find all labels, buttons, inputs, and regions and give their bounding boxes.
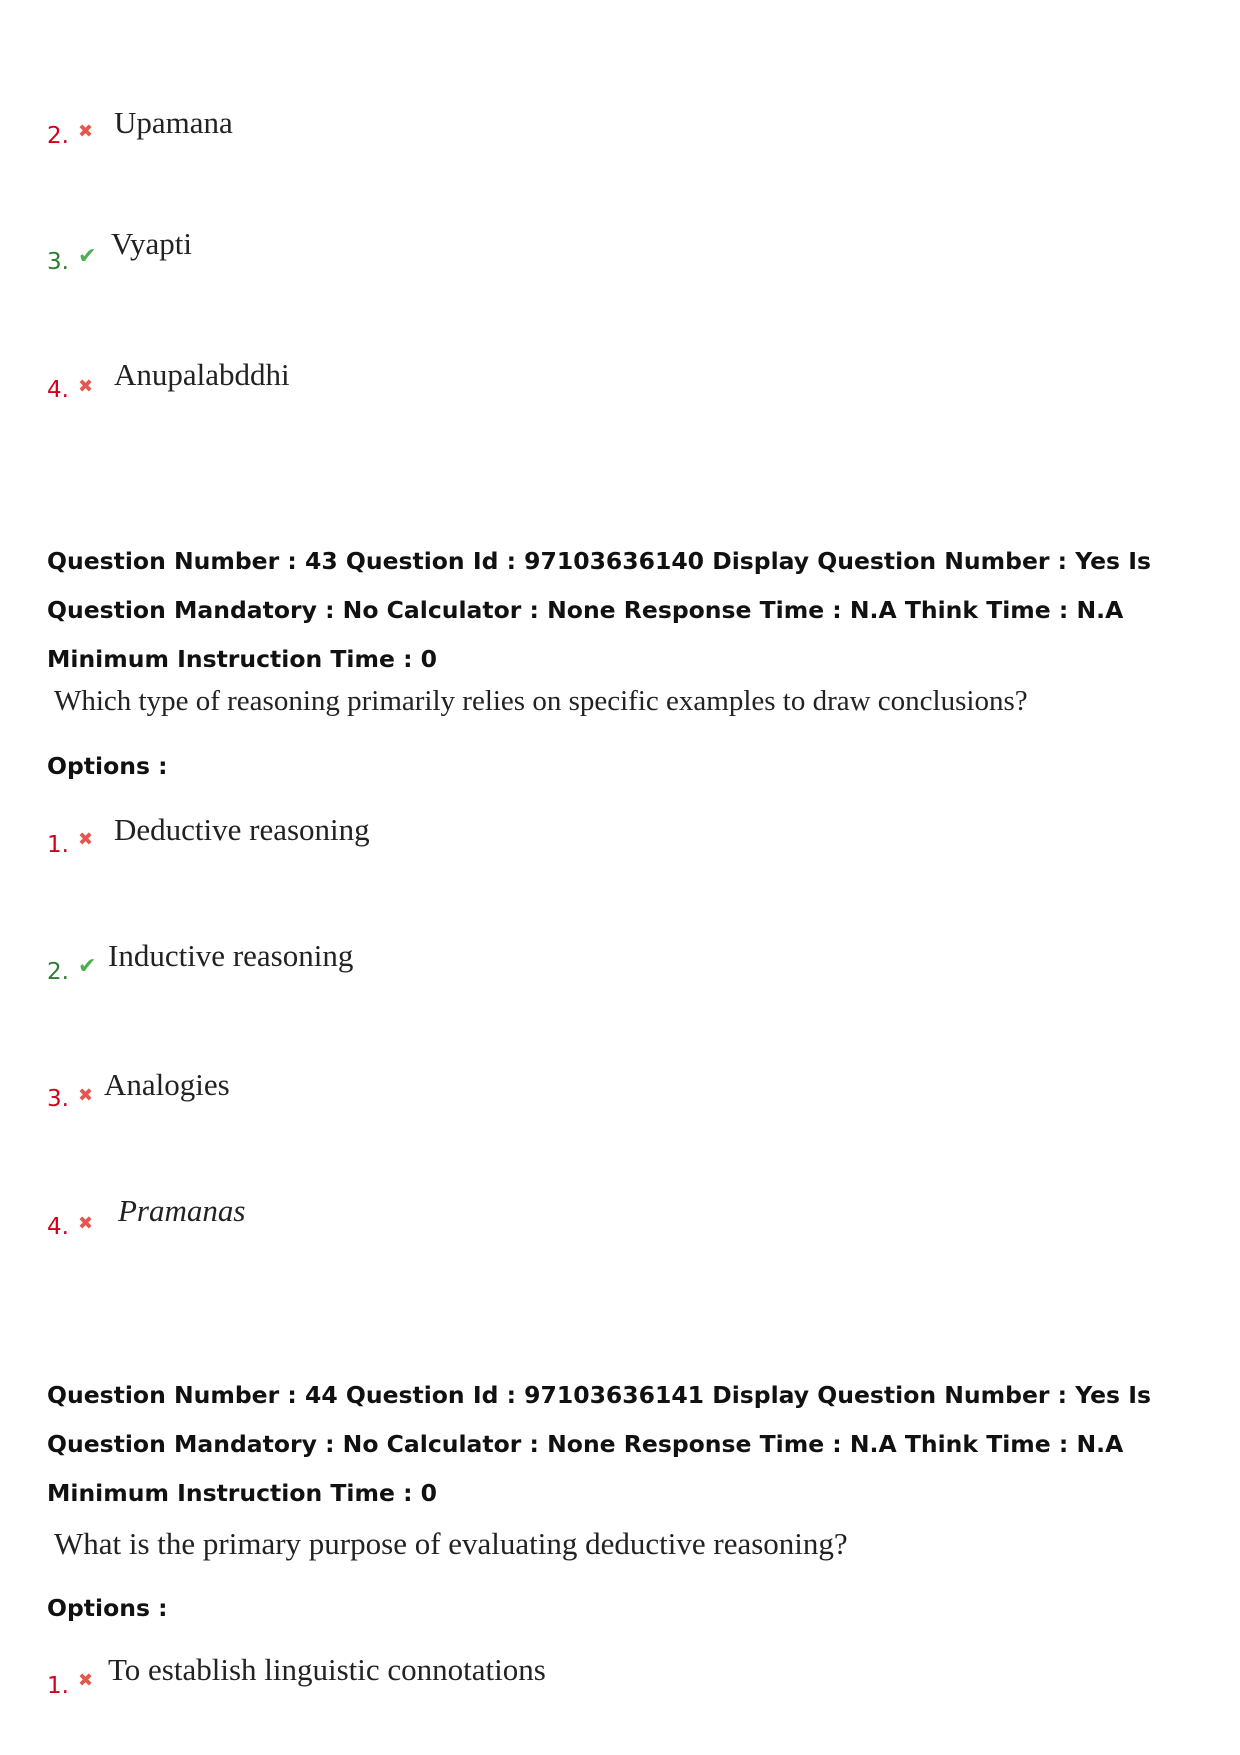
option-number: 1. — [47, 832, 69, 858]
option-text: Deductive reasoning — [114, 812, 370, 847]
option-row — [0, 1193, 1240, 1259]
option-row — [0, 1067, 1240, 1131]
option-number: 2. — [47, 959, 69, 985]
check-icon: ✔ — [78, 954, 97, 979]
option-row — [0, 357, 1240, 420]
question-metadata-header: Question Number : 44 Question Id : 97103636141 Display Question Number : Yes Is Question Mandatory : No Calculator : None Response Time : N.A Think Time : N.A Minimum Instruction Time : 0 — [47, 1381, 1151, 1507]
option-row — [0, 105, 1240, 165]
question-metadata-header: Question Number : 43 Question Id : 97103636140 Display Question Number : Yes Is Question Mandatory : No Calculator : None Response Time : N.A Think Time : N.A Minimum Instruction Time : 0 — [47, 547, 1151, 673]
option-text: Upamana — [114, 105, 233, 140]
option-text: Analogies — [104, 1067, 230, 1102]
option-row — [0, 812, 1240, 875]
option-text: Pramanas — [118, 1193, 246, 1228]
check-icon: ✔ — [78, 244, 97, 269]
option-text: Vyapti — [111, 226, 192, 261]
option-number: 2. — [47, 123, 69, 149]
question-text: What is the primary purpose of evaluating deductive reasoning? — [54, 1526, 848, 1561]
option-row — [0, 1652, 1240, 1716]
option-text: To establish linguistic connotations — [108, 1652, 546, 1687]
cross-icon: ✖ — [78, 829, 94, 850]
option-number: 4. — [47, 377, 69, 403]
cross-icon: ✖ — [78, 376, 94, 397]
cross-icon: ✖ — [78, 121, 94, 142]
options-label: Options : — [47, 752, 168, 780]
cross-icon: ✖ — [78, 1085, 94, 1106]
cross-icon: ✖ — [78, 1213, 94, 1234]
option-number: 1. — [47, 1673, 69, 1699]
question-text: Which type of reasoning primarily relies on specific examples to draw conclusions? — [54, 685, 1028, 717]
option-number: 3. — [47, 1086, 69, 1112]
option-number: 3. — [47, 249, 69, 275]
option-row — [0, 938, 1240, 1002]
option-number: 4. — [47, 1214, 69, 1240]
option-text: Inductive reasoning — [108, 938, 354, 973]
options-label: Options : — [47, 1594, 168, 1622]
option-row — [0, 226, 1240, 292]
option-text: Anupalabddhi — [114, 357, 290, 392]
cross-icon: ✖ — [78, 1670, 94, 1691]
